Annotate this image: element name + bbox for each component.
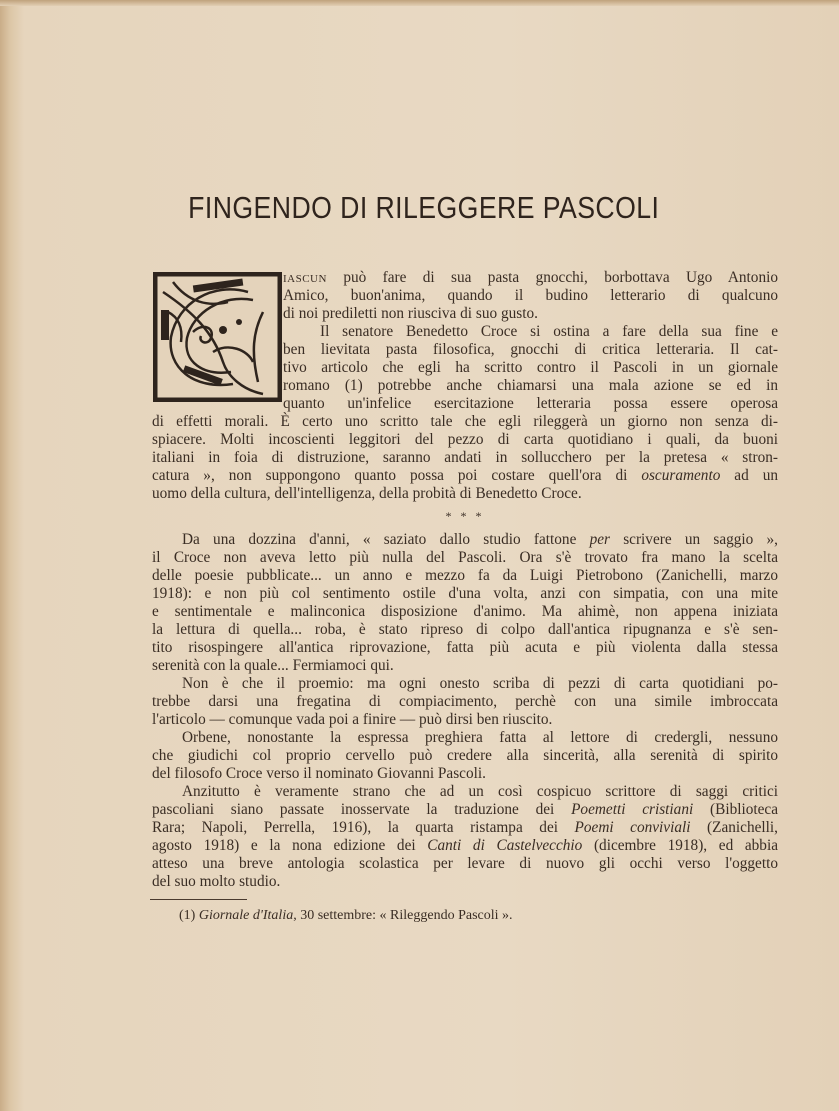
text-line (152, 621, 778, 639)
text-line (152, 765, 778, 783)
text-segment: (1) (179, 908, 199, 923)
italic-text: per (589, 531, 610, 548)
text-line (283, 287, 778, 305)
text-line (152, 693, 778, 711)
text-segment: agosto 1918) e la nona edizione dei (152, 837, 428, 854)
text-segment: Amico, buon'anima, quando il budino letterario di qualcuno (283, 287, 778, 304)
text-line (152, 531, 778, 549)
text-segment: (Zanichelli, (690, 819, 778, 836)
text-line (152, 431, 778, 449)
footnote (179, 908, 513, 924)
text-line (152, 819, 778, 837)
text-segment: catura », non suppongono quanto possa poi costare quell'ora di (152, 467, 642, 484)
article-title: FINGENDO DI RILEGGERE PASCOLI (188, 190, 660, 225)
text-segment: può fare di sua pasta gnocchi, borbottava Ugo Antonio (326, 269, 778, 286)
text-line (152, 567, 778, 585)
page-top-edge (0, 0, 839, 6)
text-segment: tivo articolo che egli ha scritto contro il Pascoli in un giornale (283, 359, 778, 376)
text-line (283, 377, 778, 395)
text-line (283, 323, 778, 341)
text-line (283, 269, 778, 287)
text-segment: Il senatore Benedetto Croce si ostina a fare della sua fine e (320, 323, 778, 340)
italic-text: Poemi conviviali (574, 819, 691, 836)
italic-text: Giornale d'Italia (198, 908, 294, 923)
text-segment: atteso una breve antologia scolastica per levare di nuovo gli occhi verso l'oggetto (152, 855, 778, 872)
text-segment: Anzitutto è veramente strano che ad un così cospicuo scrittore di saggi critici (182, 783, 778, 800)
text-segment: Rara; Napoli, Perrella, 1916), la quarta ristampa dei (152, 819, 575, 836)
section-separator: * * * (445, 509, 485, 523)
text-line (152, 449, 778, 467)
text-segment: che giudichi col proprio cervello può credere alla sincerità, alla serenità di spirito (152, 747, 778, 764)
text-segment: Orbene, nonostante la espressa preghiera fatta al lettore di credergli, nessuno (182, 729, 778, 746)
text-segment: pascoliani siano passate inosservate la traduzione dei (152, 801, 572, 818)
text-line (152, 801, 778, 819)
opening-section (152, 269, 778, 503)
text-segment: italiani in foia di distruzione, saranno andati in sollucchero per la pretesa « stron- (152, 449, 778, 466)
text-line (152, 675, 778, 693)
text-line (283, 395, 778, 413)
italic-text: Canti di Castelvecchio (427, 837, 583, 854)
text-segment: delle poesie pubblicate... un anno e mezzo fa da Luigi Pietrobono (Zanichelli, marzo (152, 567, 778, 584)
text-segment: , 30 settembre: « Rileggendo Pascoli ». (293, 908, 513, 923)
text-segment: del filosofo Croce verso il nominato Giovanni Pascoli. (152, 765, 486, 782)
text-line (152, 657, 778, 675)
text-segment: il Croce non aveva letto più nulla del Pascoli. Ora s'è trovato fra mano la scelta (152, 549, 778, 566)
text-segment: Non è che il proemio: ma ogni onesto scriba di pezzi di carta quotidiani po- (182, 675, 778, 692)
text-line (152, 855, 778, 873)
text-segment: Da una dozzina d'anni, « saziato dallo studio fattone (182, 531, 590, 548)
text-line (152, 485, 778, 503)
text-line (152, 711, 778, 729)
text-segment: di effetti morali. È certo uno scritto tale che egli rileggerà un giorno non senza di- (152, 413, 778, 430)
text-segment: ben lievitata pasta filosofica, gnocchi di critica letteraria. Il cat- (283, 341, 778, 358)
text-segment: 1918): e non più col sentimento ostile d'una volta, anzi con simpatia, con una mite (152, 585, 778, 602)
italic-text: oscuramento (641, 467, 721, 484)
italic-text: Poemetti cristiani (571, 801, 694, 818)
text-segment: serenità con la quale... Fermiamoci qui. (152, 657, 394, 674)
text-segment: e sentimentale e malinconica disposizione d'animo. Ma ahimè, non appena iniziata (152, 603, 778, 620)
text-line (152, 747, 778, 765)
text-line (152, 837, 778, 855)
footnote-rule (150, 899, 247, 900)
text-segment: romano (1) potrebbe anche chiamarsi una mala azione se ed in (283, 377, 778, 394)
text-segment: (dicembre 1918), ed abbia (582, 837, 778, 854)
text-line (283, 341, 778, 359)
text-segment: (Biblioteca (693, 801, 778, 818)
text-line (283, 359, 778, 377)
text-line (283, 305, 778, 323)
text-segment: tito risospingere all'antica riprovazione, fatta più acuta e più violenta dalla stessa (152, 639, 778, 656)
text-line (152, 873, 778, 891)
text-segment: di noi prediletti non riusciva di suo gusto. (283, 305, 538, 322)
text-line (152, 413, 778, 431)
small-caps-text: iascun (283, 269, 327, 286)
text-line (152, 585, 778, 603)
text-segment: spiacere. Molti incoscienti leggitori del pezzo di carta quotidiano i quali, da buoni (152, 431, 778, 448)
text-segment: scrivere un saggio », (610, 531, 778, 548)
text-line (152, 603, 778, 621)
text-line (152, 639, 778, 657)
text-line (152, 549, 778, 567)
text-segment: ad un (720, 467, 778, 484)
text-segment: uomo della cultura, dell'intelligenza, della probità di Benedetto Croce. (152, 485, 582, 502)
text-segment: del suo molto studio. (152, 873, 281, 890)
text-line (152, 729, 778, 747)
main-section (152, 531, 778, 891)
text-segment: quanto un'infelice esercitazione letteraria possa essere operosa (283, 395, 778, 412)
text-line (152, 467, 778, 485)
text-segment: la lettura di quella... roba, è stato ripreso di colpo dall'antica ripugnanza e s'è sen- (152, 621, 778, 638)
text-line (152, 783, 778, 801)
text-segment: trebbe darsi una fregatina di compiacimento, perchè con una simile imbroccata (152, 693, 778, 710)
text-segment: l'articolo — comunque vada poi a finire — può dirsi ben riuscito. (152, 711, 553, 728)
